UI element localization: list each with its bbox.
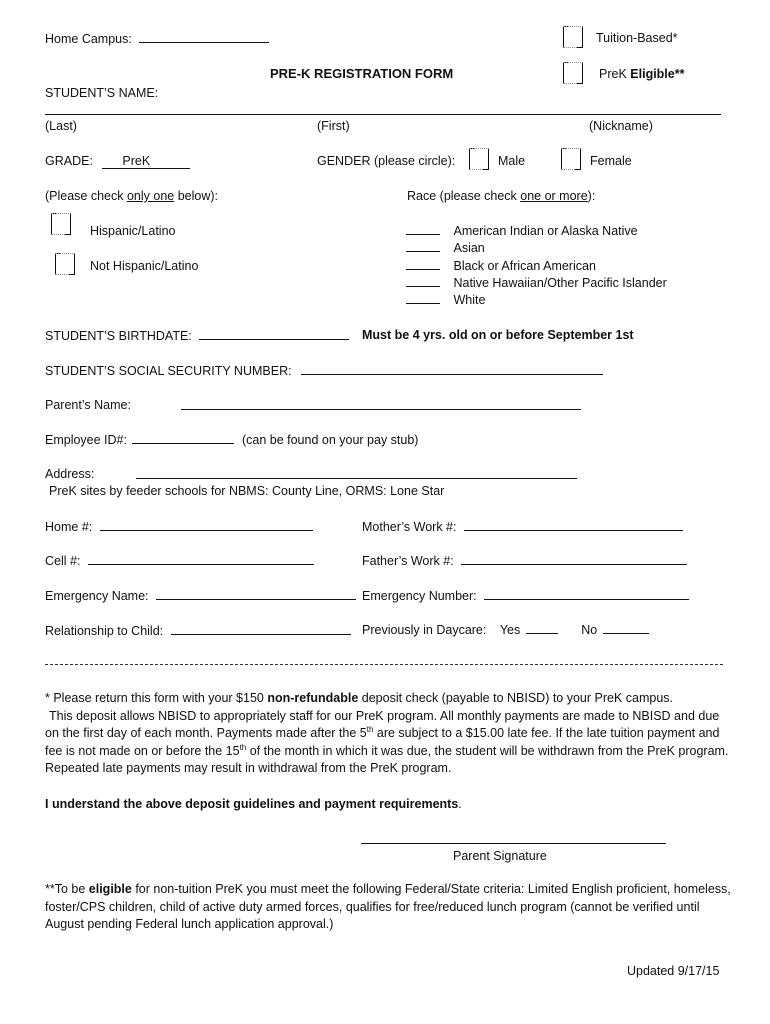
race-instruction: [407, 188, 595, 204]
father-work-label: Father’s Work #:: [362, 554, 454, 568]
race-instruction-pre: Race (please check: [407, 189, 521, 203]
race-blank[interactable]: [406, 292, 440, 304]
section-divider: [45, 664, 723, 665]
grade-field[interactable]: PreK: [102, 154, 190, 169]
ethnicity-instruction-pre: (Please check: [45, 189, 127, 203]
updated-date: Updated 9/17/15: [627, 964, 720, 978]
ethnicity-instruction: [45, 188, 218, 204]
race-option-label: White: [453, 293, 486, 307]
cell-phone-field[interactable]: [88, 552, 314, 565]
employee-id-label: Employee ID#:: [45, 433, 127, 447]
deposit-emphasis: non-refundable: [267, 691, 359, 705]
relationship-field[interactable]: [171, 622, 351, 635]
acknowledge-row: [45, 796, 462, 812]
eligible-label: Eligible**: [630, 67, 685, 81]
home-phone-row: [45, 518, 313, 535]
deposit-paragraph: [45, 690, 735, 778]
ordinal-suffix: th: [366, 724, 374, 734]
race-instruction-post: ):: [587, 189, 596, 203]
prek-eligible-label: [599, 66, 684, 82]
mother-work-row: [362, 518, 683, 535]
race-blank[interactable]: [406, 240, 440, 252]
ssn-label: STUDENT’S SOCIAL SECURITY NUMBER:: [45, 364, 292, 378]
tuition-based-label: Tuition-Based*: [596, 31, 678, 45]
race-option-label: Asian: [453, 241, 485, 255]
emergency-number-row: [362, 587, 689, 604]
daycare-yes-label: Yes: [499, 623, 521, 637]
race-blank[interactable]: [406, 223, 440, 235]
ethnicity-instruction-emphasis: only one: [126, 189, 175, 203]
prek-eligible-checkbox[interactable]: [563, 62, 583, 84]
form-title: PRE-K REGISTRATION FORM: [270, 66, 454, 81]
birthdate-field[interactable]: [199, 327, 349, 340]
acknowledge-period: .: [458, 797, 462, 811]
home-campus-row: [45, 30, 269, 47]
birthdate-note: Must be 4 yrs. old on or before September 1st: [362, 328, 634, 342]
signature-label: Parent Signature: [453, 849, 547, 863]
race-option-label: American Indian or Alaska Native: [453, 224, 638, 238]
last-label: (Last): [45, 119, 77, 133]
eligibility-paragraph: [45, 881, 735, 934]
deposit-text: This deposit allows NBISD to appropriately staff for our PreK program. All monthly payments are made to NBISD and due on the first day of each month. Payments made after the 5: [45, 708, 720, 740]
daycare-label: Previously in Daycare:: [362, 623, 487, 637]
relationship-row: [45, 622, 351, 639]
address-label: Address:: [45, 467, 95, 481]
parent-name-label: Parent’s Name:: [45, 398, 131, 412]
deposit-text: of the month in which it was due, the student will be withdrawn from the PreK program. Repeated late payments may result in withdrawal from the PreK program.: [45, 743, 729, 775]
home-campus-field[interactable]: [139, 30, 269, 43]
female-checkbox[interactable]: [561, 148, 581, 170]
daycare-no-label: No: [581, 623, 598, 637]
father-work-row: [362, 552, 687, 569]
race-option-label: Black or African American: [453, 259, 596, 273]
hispanic-checkbox[interactable]: [51, 213, 71, 235]
daycare-no-blank[interactable]: [603, 622, 649, 634]
ssn-row: [45, 362, 603, 379]
emergency-name-label: Emergency Name:: [45, 589, 149, 603]
birthdate-label: STUDENT’S BIRTHDATE:: [45, 329, 192, 343]
acknowledge-text: I understand the above deposit guidelines and payment requirements: [45, 797, 459, 811]
grade-row: [45, 153, 190, 169]
home-phone-field[interactable]: [100, 518, 313, 531]
deposit-text: deposit check (payable to NBISD) to your PreK campus.: [358, 691, 674, 705]
race-instruction-emphasis: one or more: [520, 189, 588, 203]
race-option-label: Native Hawaiian/Other Pacific Islander: [453, 276, 667, 290]
cell-phone-row: [45, 552, 314, 569]
hispanic-label: Hispanic/Latino: [90, 224, 176, 238]
eligibility-text: **To be: [45, 882, 89, 896]
ssn-field[interactable]: [301, 362, 603, 375]
mother-work-field[interactable]: [464, 518, 683, 531]
deposit-text: * Please return this form with your $150: [45, 691, 268, 705]
female-label: Female: [590, 154, 632, 168]
not-hispanic-checkbox[interactable]: [55, 253, 75, 275]
employee-id-row: [45, 431, 418, 448]
first-label: (First): [317, 119, 350, 133]
daycare-yes-blank[interactable]: [526, 622, 558, 634]
birthdate-row: [45, 327, 349, 344]
home-phone-label: Home #:: [45, 520, 93, 534]
student-name-field[interactable]: [45, 114, 721, 115]
employee-id-field[interactable]: [132, 431, 234, 444]
race-blank[interactable]: [406, 275, 440, 287]
mother-work-label: Mother’s Work #:: [362, 520, 457, 534]
male-checkbox[interactable]: [469, 148, 489, 170]
not-hispanic-label: Not Hispanic/Latino: [90, 259, 199, 273]
emergency-name-row: [45, 587, 356, 604]
tuition-based-checkbox[interactable]: [563, 26, 583, 48]
home-campus-label: Home Campus:: [45, 32, 132, 46]
eligibility-emphasis: eligible: [88, 882, 132, 896]
prek-label: PreK: [599, 67, 627, 81]
deposit-text: are subject to a $15.00 late fee. If the late tuition payment and fee is not made on or before the 15: [45, 726, 720, 758]
parent-name-field[interactable]: [181, 409, 581, 410]
race-option-row: [406, 275, 667, 291]
ordinal-suffix: th: [239, 742, 247, 752]
race-option-row: [406, 258, 596, 274]
daycare-row: [362, 622, 649, 638]
emergency-name-field[interactable]: [156, 587, 356, 600]
male-label: Male: [498, 154, 526, 168]
employee-id-note: (can be found on your pay stub): [241, 433, 419, 447]
gender-label: GENDER (please circle):: [317, 154, 456, 168]
father-work-field[interactable]: [461, 552, 687, 565]
race-option-row: [406, 292, 485, 308]
cell-phone-label: Cell #:: [45, 554, 81, 568]
emergency-number-field[interactable]: [484, 587, 689, 600]
student-name-label: STUDENT’S NAME:: [45, 86, 159, 100]
relationship-label: Relationship to Child:: [45, 624, 164, 638]
race-option-row: [406, 240, 485, 256]
ethnicity-instruction-post: below):: [174, 189, 219, 203]
address-field[interactable]: [136, 478, 577, 479]
grade-label: GRADE:: [45, 154, 93, 168]
nickname-label: (Nickname): [589, 119, 653, 133]
signature-field[interactable]: [361, 843, 666, 844]
feeder-note: PreK sites by feeder schools for NBMS: County Line, ORMS: Lone Star: [49, 484, 445, 498]
eligibility-text: for non-tuition PreK you must meet the following Federal/State criteria: Limited English proficient, homeless, foster/CPS children, child of active duty armed forces, qualifies for free/reduced lunch program (cannot be verified until August pending Federal lunch application approval.): [45, 882, 731, 931]
emergency-number-label: Emergency Number:: [362, 589, 477, 603]
race-blank[interactable]: [406, 258, 440, 270]
race-option-row: [406, 223, 638, 239]
